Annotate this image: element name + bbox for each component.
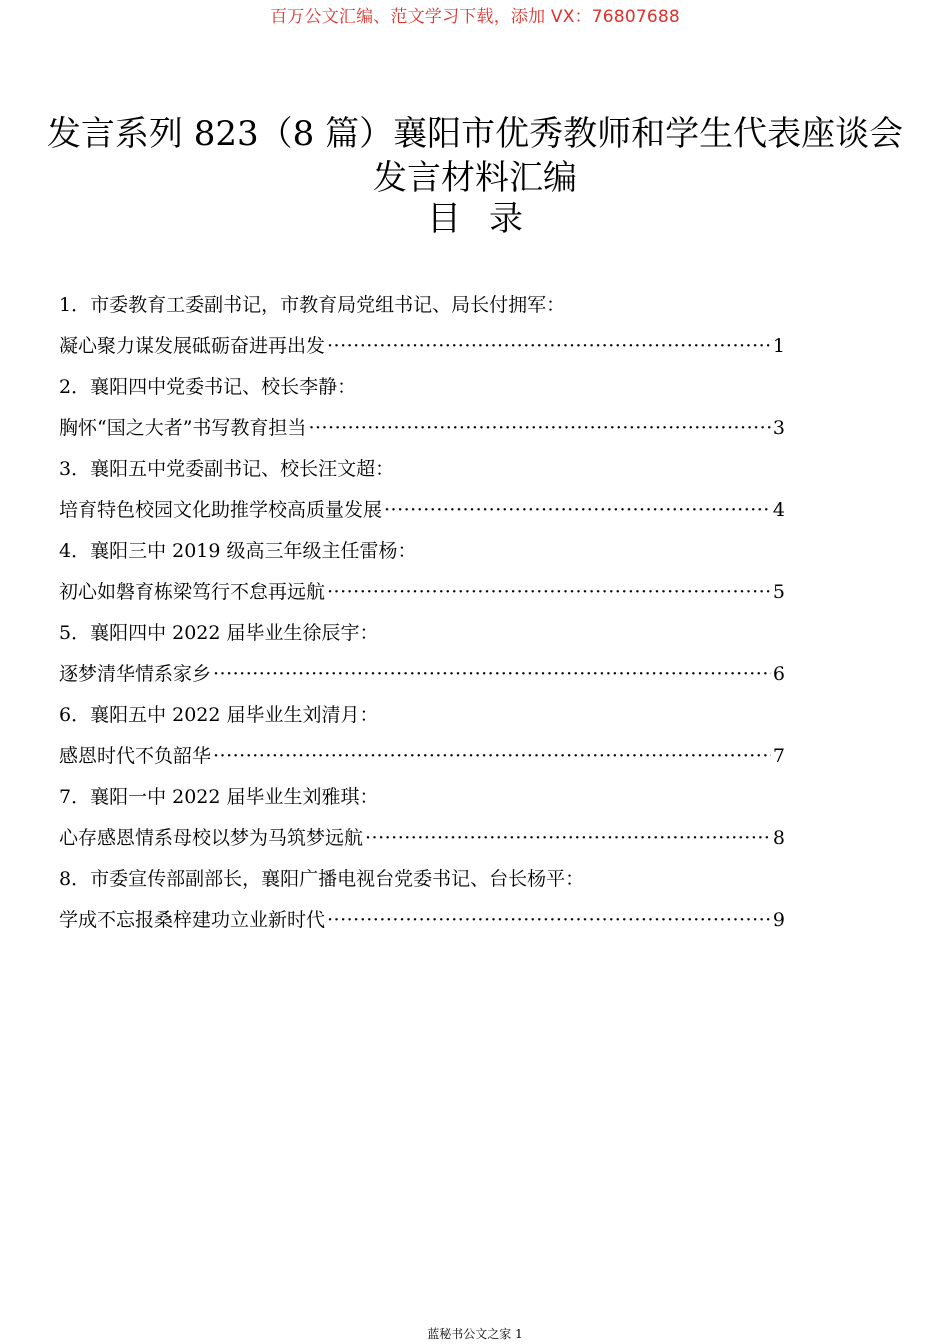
toc-title: 感恩时代不负韶华 [59,745,212,767]
toc-leader-dots [327,572,771,613]
toc-title-line[interactable] [59,326,785,367]
toc-heading: 目录 [427,199,551,239]
toc-entry[interactable] [59,613,785,695]
toc-entry[interactable] [59,777,785,859]
toc-title: 学成不忘报桑梓建功立业新时代 [59,909,326,931]
toc-title-line[interactable] [59,736,785,777]
toc-title-line[interactable] [59,900,785,941]
toc-entry[interactable] [59,859,785,941]
toc-entry[interactable] [59,449,785,531]
toc-title-line[interactable] [59,408,785,449]
toc-leader-dots [213,654,771,695]
toc-page-number: 8 [772,827,785,849]
toc-title: 逐梦清华情系家乡 [59,663,212,685]
toc-leader-dots [384,490,771,531]
toc-leader-dots [213,736,771,777]
toc-page-number: 3 [772,417,785,439]
toc-entry[interactable] [59,285,785,367]
toc-leader-dots [327,900,771,941]
toc-page-number: 7 [772,745,785,767]
toc-title-line[interactable] [59,654,785,695]
toc-leader-dots [308,408,770,449]
table-of-contents [59,285,785,941]
toc-page-number: 4 [772,499,785,521]
toc-title-line[interactable] [59,572,785,613]
toc-speaker: 5．襄阳四中 2022 届毕业生徐辰宇： [59,622,379,644]
toc-speaker: 3．襄阳五中党委副书记、校长汪文超： [59,458,395,480]
toc-page-number: 6 [772,663,785,685]
toc-speaker: 6．襄阳五中 2022 届毕业生刘清月： [59,704,379,726]
toc-title: 培育特色校园文化助推学校高质量发展 [59,499,383,521]
toc-page-number: 5 [772,581,785,603]
toc-entry[interactable] [59,531,785,613]
toc-title-line[interactable] [59,490,785,531]
toc-title-line[interactable] [59,818,785,859]
document-title: 发言系列 823（8 篇）襄阳市优秀教师和学生代表座谈会发言材料汇编 [46,114,904,198]
toc-leader-dots [327,326,771,367]
toc-leader-dots [365,818,771,859]
footer-page-number: 1 [515,1327,523,1341]
toc-page-number: 1 [772,335,785,357]
toc-page-number: 9 [772,909,785,931]
toc-speaker: 7．襄阳一中 2022 届毕业生刘雅琪： [59,786,379,808]
toc-speaker: 4．襄阳三中 2019 级高三年级主任雷杨： [59,540,417,562]
toc-speaker: 1．市委教育工委副书记，市教育局党组书记、局长付拥军： [59,294,566,316]
toc-speaker: 8．市委宣传部副部长，襄阳广播电视台党委书记、台长杨平： [59,868,585,890]
toc-title: 心存感恩情系母校以梦为马筑梦远航 [59,827,364,849]
toc-title: 凝心聚力谋发展砥砺奋进再出发 [59,335,326,357]
toc-title: 初心如磐育栋梁笃行不怠再远航 [59,581,326,603]
footer-text: 蓝秘书公文之家 [427,1327,512,1341]
page-footer [0,1325,950,1342]
toc-speaker: 2．襄阳四中党委书记、校长李静： [59,376,357,398]
toc-title: 胸怀“国之大者”书写教育担当 [59,417,307,439]
toc-entry[interactable] [59,695,785,777]
download-banner: 百万公文汇编、范文学习下载，添加 VX：76807688 [270,7,680,27]
toc-entry[interactable] [59,367,785,449]
